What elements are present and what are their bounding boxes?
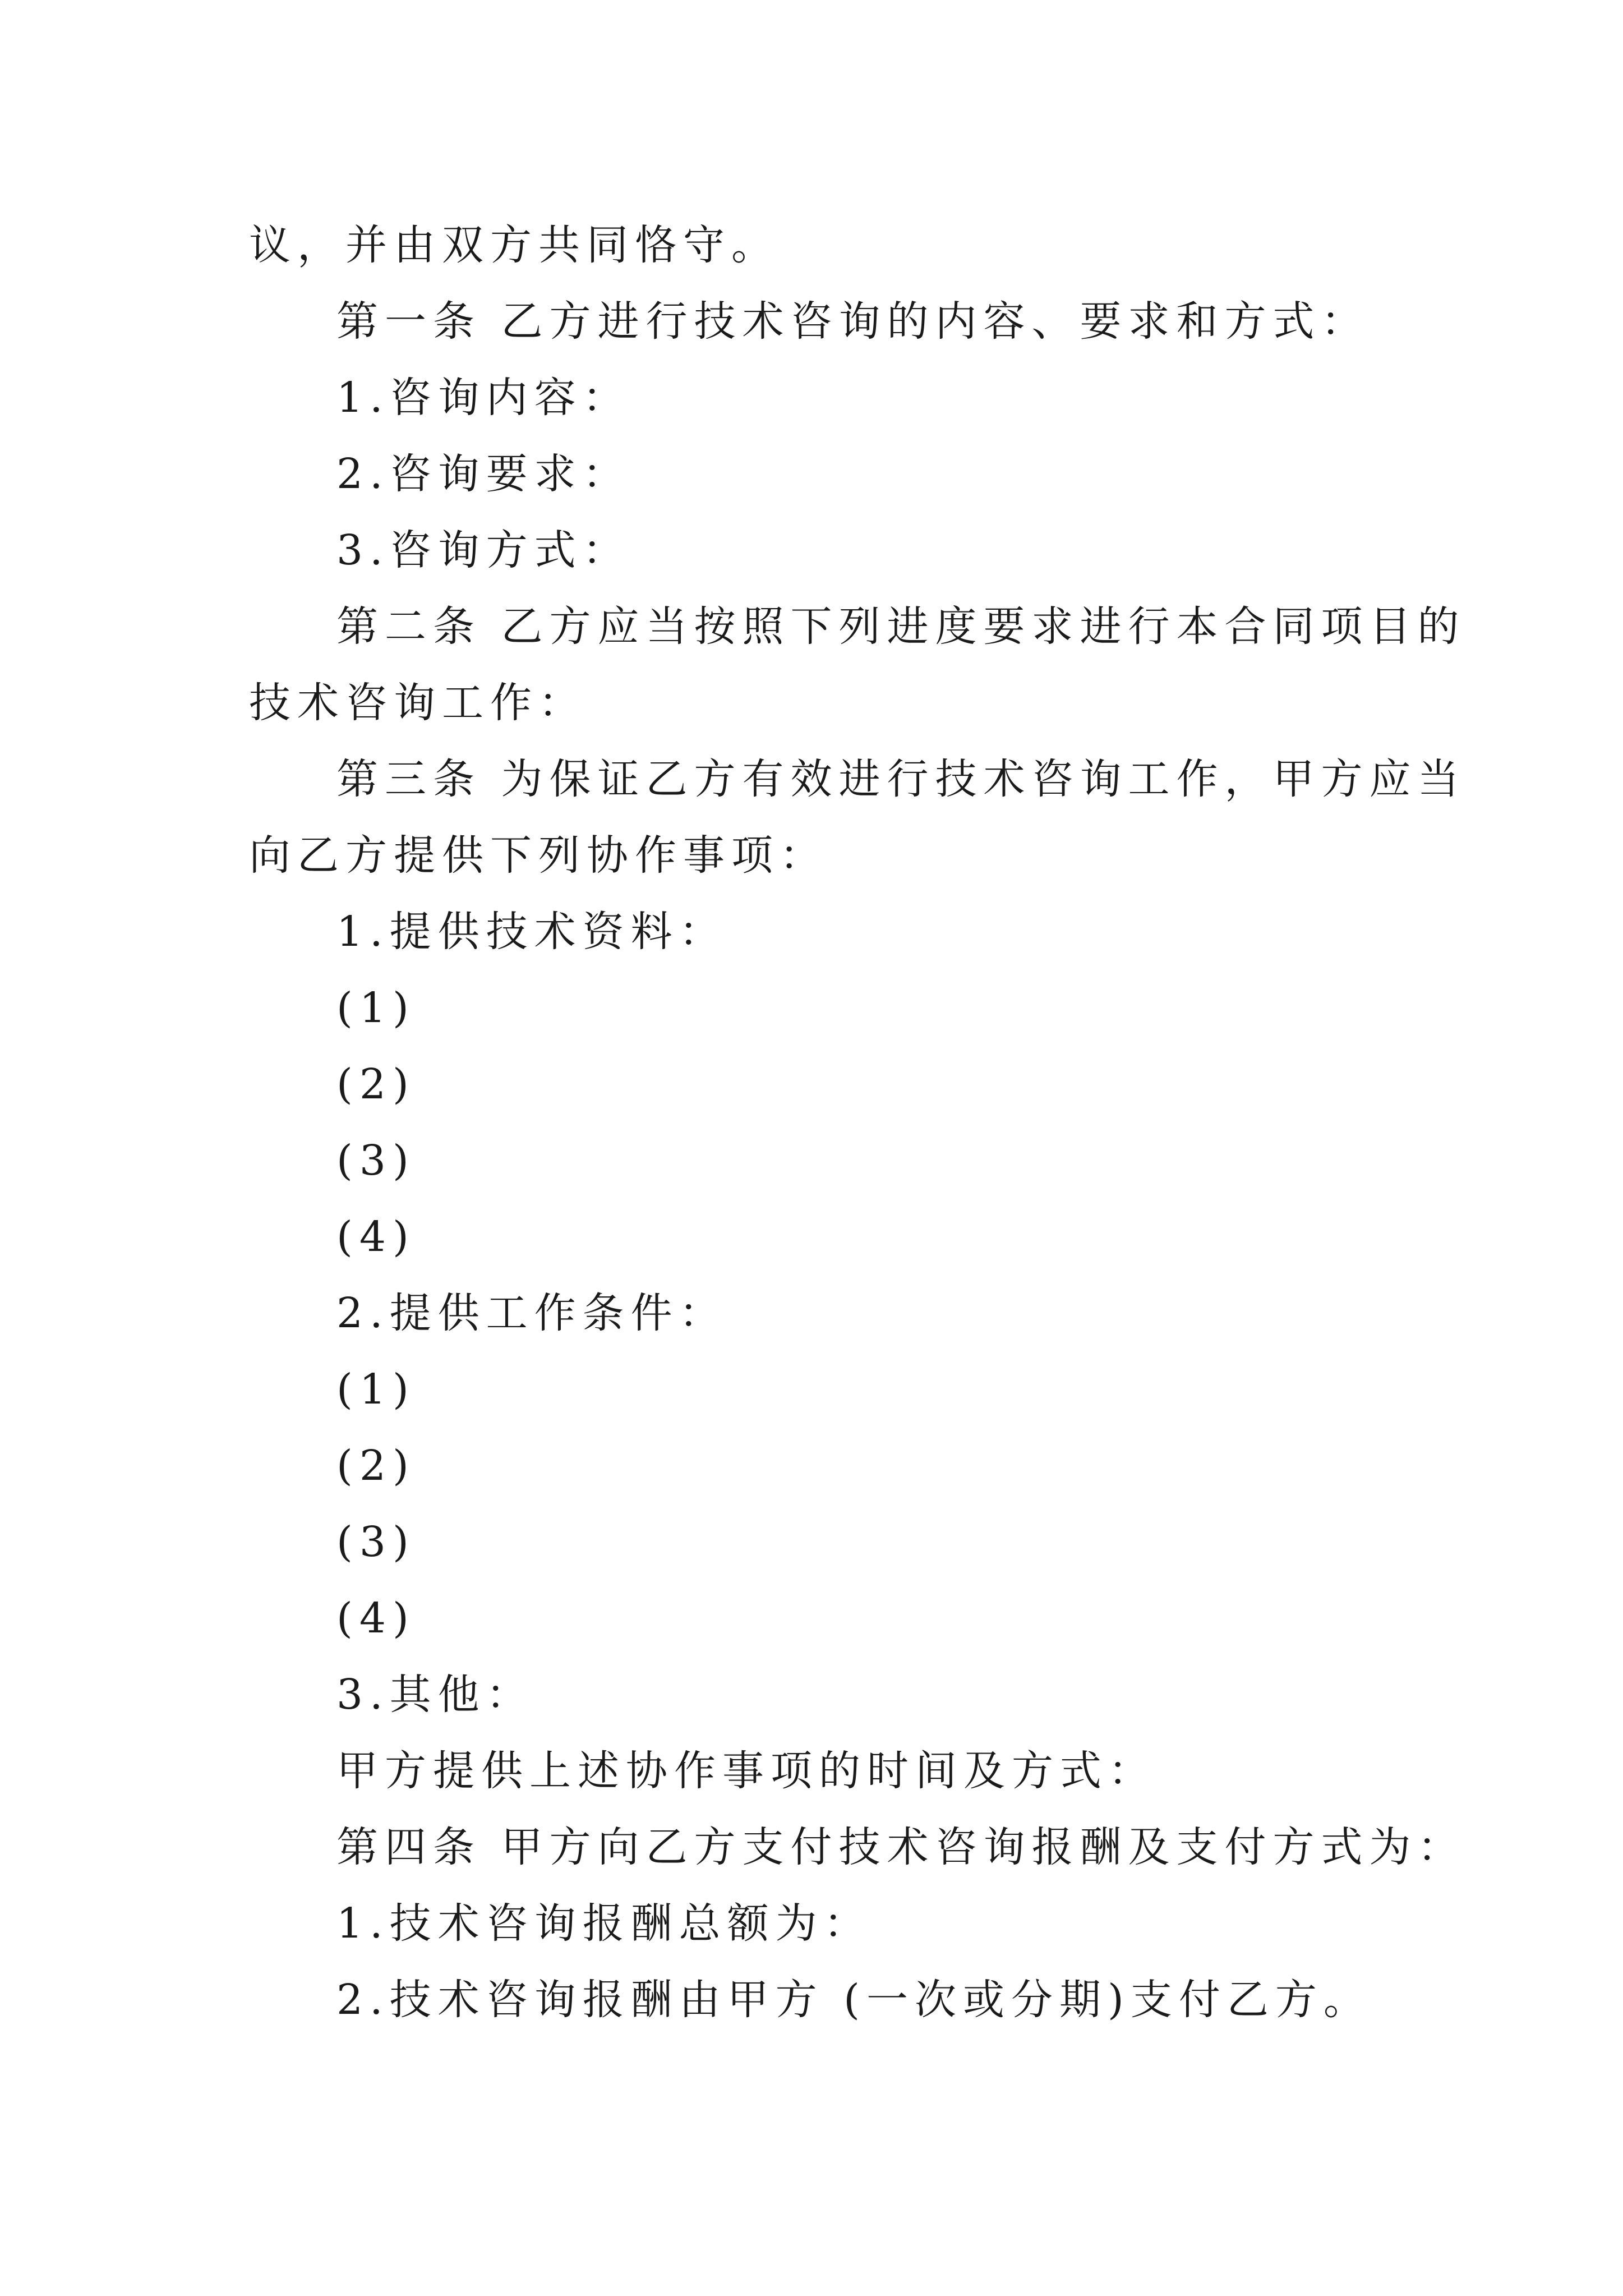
sub-list-item: (4) [336,1594,416,1642]
list-item: 2.咨询要求： [336,450,631,498]
list-item: 3.其他： [336,1671,534,1719]
list-item: 1.提供技术资料： [336,908,727,956]
sub-list-item: (1) [336,1365,416,1414]
article-1-heading: 第一条 乙方进行技术咨询的内容、要求和方式： [336,297,1370,346]
sub-list-item: (3) [336,1137,416,1185]
sub-list-item: (2) [336,1442,416,1490]
list-item: 1.咨询内容： [336,374,631,422]
list-item: 1.技术咨询报酬总额为： [336,1899,872,1948]
paragraph-line: 向乙方提供下列协作事项： [249,831,828,880]
sub-list-item: (3) [336,1518,416,1566]
paragraph-line: 技术咨询工作： [249,679,587,727]
list-item: 2.技术咨询报酬由甲方 (一次或分期)支付乙方。 [336,1976,1372,2024]
article-3-heading: 第三条 为保证乙方有效进行技术咨询工作，甲方应当 [336,755,1466,803]
sub-list-item: (1) [336,984,416,1032]
sub-list-item: (4) [336,1213,416,1261]
article-2-heading: 第二条 乙方应当按照下列进度要求进行本合同项目的 [336,602,1466,651]
list-item: 2.提供工作条件： [336,1289,727,1337]
paragraph-line: 甲方提供上述协作事项的时间及方式： [336,1747,1156,1795]
article-4-heading: 第四条 甲方向乙方支付技术咨询报酬及支付方式为： [336,1823,1466,1871]
list-item: 3.咨询方式： [336,526,631,574]
sub-list-item: (2) [336,1060,416,1108]
paragraph-line: 议，并由双方共同恪守。 [249,221,780,269]
